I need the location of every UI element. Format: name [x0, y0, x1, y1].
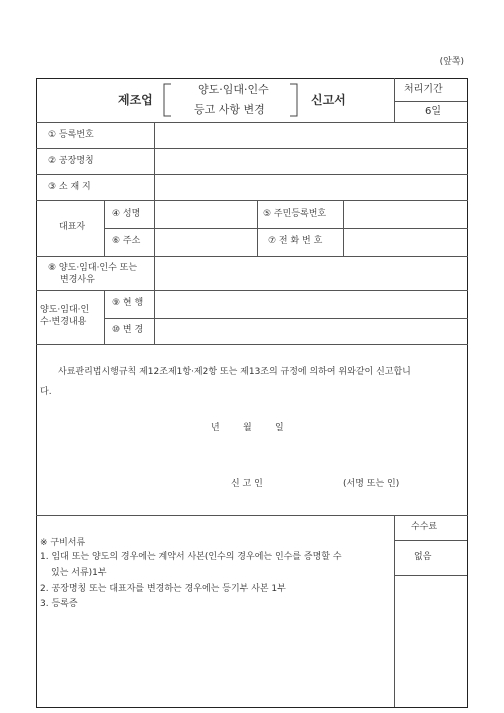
- documents-item1-line1: 1. 임대 또는 양도의 경우에는 계약서 사본(인수의 경우에는 인수를 증명할 수: [40, 552, 342, 562]
- content-label-line1: 양도·임대·인: [40, 305, 90, 315]
- page-side-label: (앞쪽): [439, 57, 464, 67]
- processing-period-value: 6일: [425, 106, 442, 117]
- representative-label: 대표자: [59, 222, 86, 232]
- documents-item1-line2: 있는 서류)1부: [51, 568, 107, 578]
- form-title-mid-line1: 양도·임대·인수: [198, 83, 269, 96]
- date-month-label: 월: [243, 423, 252, 433]
- left-bracket-icon: [162, 83, 172, 117]
- reg-no-label: ① 등록번호: [48, 130, 94, 140]
- documents-heading: ※ 구비서류: [40, 538, 86, 548]
- phone-label: ⑦ 전 화 번 호: [268, 236, 323, 246]
- content-label-line2: 수·변경내용: [40, 317, 87, 327]
- factory-name-label: ② 공장명칭: [48, 156, 94, 166]
- name-label: ④ 성명: [112, 209, 141, 219]
- date-year-label: 년: [211, 423, 220, 433]
- processing-period-label: 처리기간: [404, 84, 443, 95]
- declarant-label: 신 고 인: [231, 479, 263, 489]
- declaration-text-line2: 다.: [40, 387, 52, 397]
- reason-label-line1: ⑧ 양도·임대·인수 또는: [48, 263, 138, 273]
- resident-no-label: ⑤ 주민등록번호: [263, 209, 327, 219]
- rep-address-label: ⑥ 주소: [112, 236, 141, 246]
- form-title-mid-line2: 등고 사항 변경: [194, 103, 265, 116]
- current-label: ⑨ 현 행: [112, 298, 144, 308]
- address-label: ③ 소 재 지: [48, 182, 91, 192]
- form-title-right: 신고서: [311, 93, 346, 107]
- documents-item3: 3. 등록증: [40, 599, 78, 609]
- fee-value: 없음: [414, 552, 432, 562]
- change-label: ⑩ 변 경: [112, 325, 144, 335]
- documents-item2: 2. 공장명칭 또는 대표자를 변경하는 경우에는 등기부 사본 1부: [40, 584, 286, 594]
- fee-label: 수수료: [411, 522, 438, 532]
- signature-label: (서명 또는 인): [343, 479, 400, 489]
- declaration-text-line1: 사료관리법시행규칙 제12조제1항·제2항 또는 제13조의 규정에 의하여 위와같이 신고합니: [58, 367, 411, 377]
- reason-label-line2: 변경사유: [60, 275, 95, 285]
- right-bracket-icon: [289, 83, 299, 117]
- form-title-left: 제조업: [118, 93, 153, 107]
- date-day-label: 일: [275, 423, 284, 433]
